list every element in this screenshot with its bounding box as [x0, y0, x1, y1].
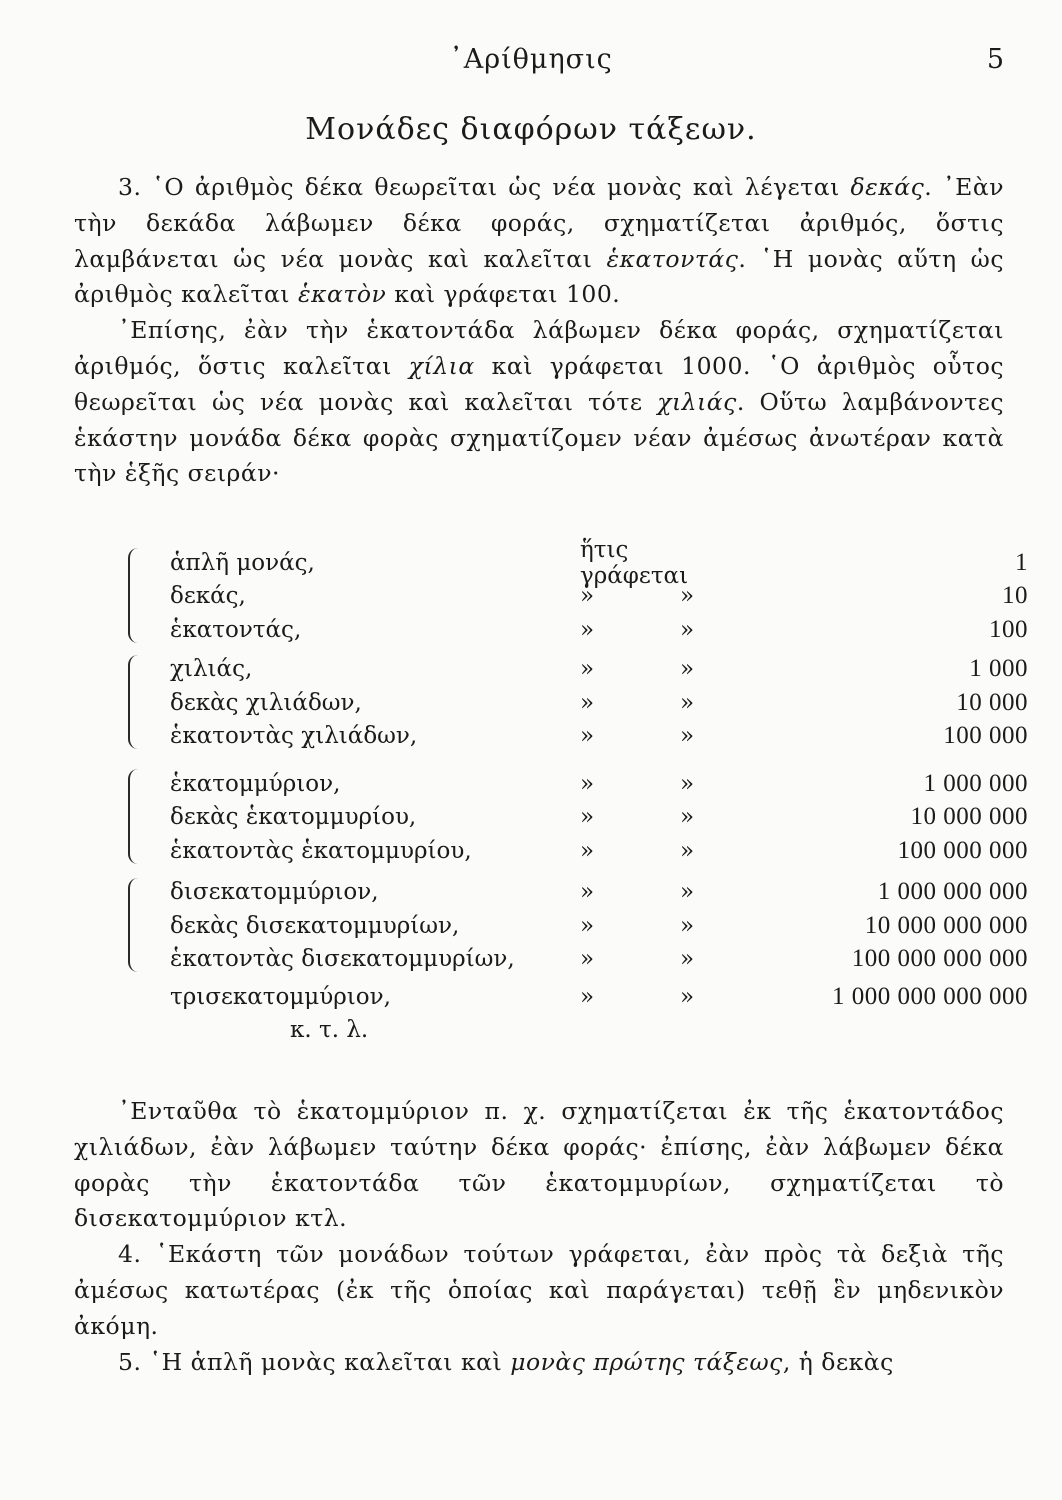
unit-name: δεκὰς ἑκατομμυρίου,	[170, 804, 417, 831]
ditto-mark: »	[580, 879, 595, 906]
running-title: ᾿Αρίθμησις	[449, 44, 613, 75]
unit-value: 10	[1002, 582, 1028, 610]
text-run: ῾Η ἁπλῆ μονὰς καλεῖται καὶ	[141, 1347, 511, 1376]
table-row	[128, 767, 1062, 801]
ditto-mark: »	[680, 912, 695, 939]
ditto-mark: »	[580, 689, 595, 716]
ditto-mark: »	[680, 879, 695, 906]
ditto-mark: »	[580, 583, 595, 610]
ditto-mark: »	[580, 616, 595, 643]
table-row	[128, 943, 1062, 977]
unit-value: 1	[1015, 548, 1028, 576]
ditto-mark: »	[680, 656, 695, 683]
unit-value: 100 000 000	[897, 836, 1028, 864]
section-title: Μονάδες διαφόρων τάξεων.	[305, 112, 757, 147]
text-run: . ᾿Εὰν τὴν δεκάδα λάβωμεν δέκα φοράς, σχηματίζεται ἀριθμός, ὅστις λαμβάνεται ὡς νέα μονὰς καὶ καλεῖται	[74, 173, 1004, 273]
page-number: 5	[986, 44, 1004, 75]
table-row	[128, 613, 1062, 647]
term-first-order-unit: μονὰς πρώτης τάξεως	[510, 1347, 783, 1376]
ditto-mark: »	[680, 804, 695, 831]
units-table	[0, 536, 1062, 1047]
ditto-mark: »	[680, 983, 695, 1010]
unit-value: 10 000 000	[910, 803, 1028, 831]
unit-name: ἑκατοντάς,	[170, 616, 302, 643]
ditto-mark: »	[580, 946, 595, 973]
relative-clause: ἥτις γράφεται	[580, 536, 689, 589]
unit-value: 100 000 000 000	[851, 945, 1028, 973]
table-row	[128, 536, 1062, 589]
curly-brace	[128, 878, 144, 973]
unit-value: 10 000 000 000	[864, 911, 1028, 939]
term-chilia: χίλια	[408, 351, 475, 380]
unit-name: χιλιάς,	[170, 656, 253, 683]
ditto-mark: »	[680, 723, 695, 750]
ditto-mark: »	[680, 770, 695, 797]
text-run: καὶ γράφεται 100.	[386, 280, 621, 309]
term-ekaton: ἑκατὸν	[298, 280, 387, 309]
ditto-mark: »	[580, 837, 595, 864]
text-run: . ῾Η μονὰς αὕτη ὡς ἀριθμὸς καλεῖται	[74, 244, 1004, 309]
unit-value: 10 000	[956, 688, 1028, 716]
unit-name: τρισεκατομμύριον,	[170, 983, 391, 1010]
paragraph-number: 5.	[118, 1347, 142, 1376]
ditto-mark: »	[580, 770, 595, 797]
ditto-mark: »	[680, 837, 695, 864]
unit-value: 1 000 000	[923, 769, 1028, 797]
table-row	[128, 720, 1062, 754]
unit-value: 1 000 000 000	[877, 878, 1028, 906]
term-dekas: δεκάς	[850, 173, 925, 201]
paragraph-3b	[74, 313, 1004, 492]
curly-brace	[128, 548, 144, 643]
ditto-mark: »	[580, 656, 595, 683]
ditto-mark: »	[680, 946, 695, 973]
text-run: ῾Εκάστη τῶν μονάδων τούτων γράφεται, ἐὰν πρὸς τὰ δεξιὰ τῆς ἀμέσως κατωτέρας (ἐκ τῆς ὁποίας καὶ παράγεται) τεθῇ ἓν μηδενικὸν ἀκόμη.	[74, 1240, 1004, 1340]
text-block-top	[74, 170, 1004, 492]
brace-group	[128, 653, 1062, 754]
unit-value: 100	[989, 615, 1028, 643]
table-row	[128, 980, 1062, 1014]
term-chilias: χιλιάς	[657, 387, 737, 416]
table-row	[128, 686, 1062, 720]
ditto-mark: »	[580, 912, 595, 939]
paragraph-number: 4.	[118, 1240, 142, 1269]
text-run: . Οὕτω λαμβάνοντες ἑκάστην μονάδα δέκα φορὰς σχηματίζομεν νέαν ἀμέσως ἀνωτέραν κατὰ τὴν ἑξῆς σειράν·	[74, 387, 1004, 488]
text-run: καὶ γράφεται 1000. ῾Ο ἀριθμὸς οὗτος θεωρεῖται ὡς νέα μονὰς καὶ καλεῖται τότε	[74, 351, 1005, 416]
term-ekatontas: ἑκατοντάς	[606, 244, 739, 273]
unit-name: ἁπλῆ μονάς,	[170, 549, 315, 576]
paragraph-number: 3.	[118, 173, 142, 201]
unit-name: δεκὰς χιλιάδων,	[170, 689, 362, 716]
table-row	[128, 801, 1062, 835]
unit-name: ἑκατοντὰς ἑκατομμυρίου,	[170, 837, 472, 864]
ditto-mark: »	[580, 804, 595, 831]
table-row	[128, 653, 1062, 687]
paragraph-explanation: ᾿Ενταῦθα τὸ ἑκατομμύριον π. χ. σχηματίζεται ἐκ τῆς ἑκατοντάδος χιλιάδων, ἐὰν λάβωμεν ταύτην δέκα φοράς· ἐπίσης, ἐὰν λάβωμεν δέκα φορὰς τὴν ἑκατοντάδα τῶν ἑκατομμυρίων, σχηματίζεται τὸ δισεκατομμύριον κτλ.	[74, 1097, 1004, 1233]
unit-value: 100 000	[943, 722, 1028, 750]
table-row	[128, 909, 1062, 943]
unit-value: 1 000 000 000 000	[832, 982, 1028, 1010]
paragraph-4	[74, 1237, 1004, 1344]
ditto-mark: »	[580, 983, 595, 1010]
table-row	[128, 580, 1062, 614]
unit-name: δεκὰς δισεκατομμυρίων,	[170, 912, 460, 939]
brace-group	[128, 536, 1062, 647]
unit-name: ἑκατοντὰς χιλιάδων,	[170, 723, 418, 750]
last-row-group	[128, 980, 1062, 1014]
curly-brace	[128, 769, 144, 864]
paragraph-3	[74, 170, 1004, 313]
unit-name: ἑκατομμύριον,	[170, 770, 341, 797]
ditto-mark: »	[680, 689, 695, 716]
text-run: ῾Ο ἀριθμὸς δέκα θεωρεῖται ὡς νέα μονὰς καὶ λέγεται	[141, 173, 851, 201]
etc-abbreviation: κ. τ. λ.	[290, 1017, 369, 1043]
unit-name: ἑκατοντὰς δισεκατομμυρίων,	[170, 946, 515, 973]
ditto-mark: »	[580, 723, 595, 750]
table-row	[128, 834, 1062, 868]
brace-group	[128, 876, 1062, 977]
text-run: , ἡ δεκὰς	[782, 1347, 894, 1376]
paragraph-5	[74, 1345, 1004, 1381]
page-header	[0, 44, 1062, 84]
ditto-mark: »	[680, 616, 695, 643]
unit-name: δεκάς,	[170, 583, 246, 610]
text-run: ᾿Επίσης, ἐὰν τὴν ἑκατοντάδα λάβωμεν δέκα φοράς, σχηματίζεται ἀριθμός, ὅστις καλεῖται	[74, 316, 1004, 380]
unit-name: δισεκατομμύριον,	[170, 879, 379, 906]
brace-group	[128, 767, 1062, 868]
table-row	[128, 876, 1062, 910]
ditto-mark: »	[680, 583, 695, 610]
text-block-bottom	[74, 1094, 1004, 1380]
unit-value: 1 000	[969, 655, 1028, 683]
curly-brace	[128, 655, 144, 750]
